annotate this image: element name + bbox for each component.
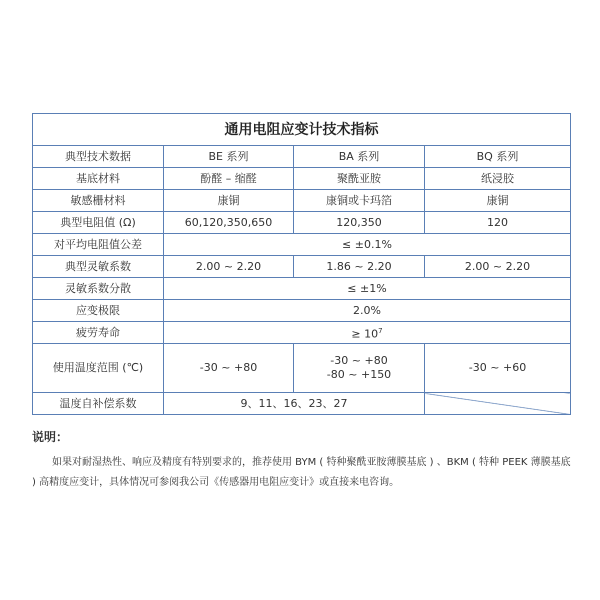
cell: 1.86 ~ 2.20 bbox=[294, 256, 425, 278]
row-label: 典型灵敏系数 bbox=[33, 256, 164, 278]
table-row bbox=[33, 322, 571, 344]
table-row bbox=[33, 234, 571, 256]
cell: -30 ~ +80 bbox=[164, 344, 294, 393]
cell bbox=[294, 344, 425, 393]
row-label: 温度自补偿系数 bbox=[33, 393, 164, 415]
cell: 康铜 bbox=[164, 190, 294, 212]
row-label: 灵敏系数分散 bbox=[33, 278, 164, 300]
cell: ≤ ±0.1% bbox=[164, 234, 571, 256]
cell: 2.00 ~ 2.20 bbox=[425, 256, 571, 278]
table-row bbox=[33, 168, 571, 190]
cell-line: -30 ~ +80 bbox=[330, 354, 388, 367]
cell-line: -80 ~ +150 bbox=[326, 368, 392, 381]
fatigue-value: ≥ 10 bbox=[351, 327, 379, 341]
cell: 2.00 ~ 2.20 bbox=[164, 256, 294, 278]
cell: 聚酰亚胺 bbox=[294, 168, 425, 190]
header-cell: BQ 系列 bbox=[425, 146, 571, 168]
notes-heading: 说明： bbox=[32, 430, 69, 444]
table-row bbox=[33, 300, 571, 322]
row-label: 敏感栅材料 bbox=[33, 190, 164, 212]
cell: ≤ ±1% bbox=[164, 278, 571, 300]
header-cell: 典型技术数据 bbox=[33, 146, 164, 168]
cell: 康铜 bbox=[425, 190, 571, 212]
row-label: 应变极限 bbox=[33, 300, 164, 322]
row-label: 疲劳寿命 bbox=[33, 322, 164, 344]
notes-section bbox=[32, 428, 572, 493]
table-row bbox=[33, 344, 571, 393]
cell: 2.0% bbox=[164, 300, 571, 322]
notes-text: 如果对耐湿热性、响应及精度有特别要求的，推荐使用 BYM ( 特种聚酰亚胺薄膜基底 ) 、BKM ( 特种 PEEK 薄膜基底 ) 高精度应变计，具体情况可参阅我公司《传感器用电阻应变计》或直接来电咨询。 bbox=[32, 457, 571, 488]
cell: 9、11、16、23、27 bbox=[164, 393, 425, 415]
fatigue-exponent: 7 bbox=[378, 326, 383, 335]
table-header-row bbox=[33, 146, 571, 168]
table-row bbox=[33, 278, 571, 300]
cell: 纸浸胶 bbox=[425, 168, 571, 190]
table-row bbox=[33, 256, 571, 278]
table-row bbox=[33, 212, 571, 234]
header-cell: BA 系列 bbox=[294, 146, 425, 168]
cell: 60,120,350,650 bbox=[164, 212, 294, 234]
table-title: 通用电阻应变计技术指标 bbox=[33, 114, 571, 146]
cell: 酚醛 – 缩醛 bbox=[164, 168, 294, 190]
cell: 120 bbox=[425, 212, 571, 234]
table-row bbox=[33, 393, 571, 415]
table-row bbox=[33, 190, 571, 212]
cell: 康铜或卡玛箔 bbox=[294, 190, 425, 212]
row-label: 使用温度范围 (℃) bbox=[33, 344, 164, 393]
row-label: 基底材料 bbox=[33, 168, 164, 190]
specs-table bbox=[32, 113, 571, 415]
cell: -30 ~ +60 bbox=[425, 344, 571, 393]
row-label: 典型电阻值 (Ω) bbox=[33, 212, 164, 234]
empty-diagonal-cell bbox=[425, 393, 571, 415]
cell: 120,350 bbox=[294, 212, 425, 234]
header-cell: BE 系列 bbox=[164, 146, 294, 168]
row-label: 对平均电阻值公差 bbox=[33, 234, 164, 256]
cell bbox=[164, 322, 571, 344]
